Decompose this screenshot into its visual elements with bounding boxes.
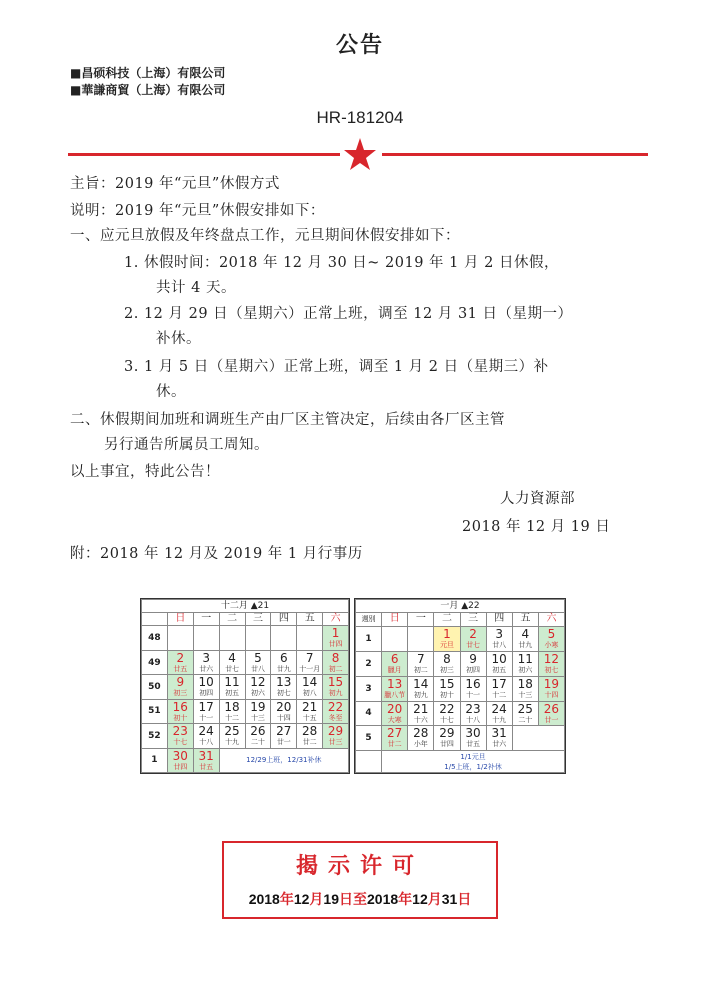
day-number: 25 — [517, 701, 533, 716]
day-number: 28 — [413, 726, 429, 741]
day-number: 15 — [327, 675, 344, 690]
lunar-date: 二十 — [250, 738, 265, 747]
day-number: 5 — [547, 626, 556, 641]
lunar-date: 臘八节 — [384, 690, 406, 699]
day-cell — [219, 675, 245, 699]
day-cell — [193, 699, 219, 723]
signature-date: 2018 年 12 月 19 日 — [462, 519, 611, 535]
day-number: 24 — [491, 701, 507, 716]
day-cell — [219, 699, 245, 723]
day-number: 20 — [276, 699, 292, 714]
empty-day-cell — [271, 626, 297, 650]
week-number: 49 — [142, 650, 168, 674]
document-number: HR-181204 — [316, 108, 404, 127]
calendar-note — [512, 726, 564, 751]
week-row — [356, 651, 565, 676]
weekday-header: 日 — [382, 613, 408, 626]
lunar-date: 十六 — [413, 715, 428, 724]
week-row — [356, 676, 565, 701]
lunar-date: 廿四 — [439, 740, 454, 749]
day-cell — [538, 626, 564, 651]
week-number: 3 — [356, 676, 382, 701]
lunar-date: 廿二 — [387, 740, 402, 749]
lunar-date: 初五 — [225, 689, 240, 698]
weekday-header: 二 — [434, 613, 460, 626]
day-cell — [271, 699, 297, 723]
day-number: 12 — [250, 675, 266, 690]
weekday-header: 六 — [538, 613, 564, 626]
week-column-header — [142, 613, 168, 626]
day-number: 7 — [305, 650, 314, 665]
lunar-date: 十一 — [466, 690, 481, 699]
item-2-cont: 补休。 — [156, 331, 201, 347]
day-cell — [323, 724, 349, 748]
empty-day-cell — [408, 626, 434, 651]
day-cell — [167, 748, 193, 772]
day-cell — [245, 650, 271, 674]
lunar-date: 初六 — [250, 689, 265, 698]
lunar-date: 十七 — [439, 715, 454, 724]
day-cell — [323, 626, 349, 650]
description-line: 说明：2019 年“元旦”休假安排如下： — [70, 203, 325, 219]
day-number: 13 — [387, 676, 403, 691]
lunar-date: 元旦 — [439, 640, 454, 649]
date-unit: 年 — [279, 891, 294, 907]
day-cell — [271, 650, 297, 674]
day-number: 26 — [543, 701, 560, 716]
day-cell — [408, 676, 434, 701]
day-cell — [460, 701, 486, 726]
subject-line: 主旨：2019 年“元旦”休假方式 — [70, 176, 280, 192]
day-cell — [486, 701, 512, 726]
weekday-header: 三 — [245, 613, 271, 626]
lunar-date: 廿九 — [276, 664, 291, 673]
day-number: 21 — [302, 699, 318, 714]
date-unit: 月 — [309, 891, 324, 907]
lunar-date: 十三 — [518, 690, 533, 699]
day-number: 3 — [202, 650, 210, 665]
date-number: 2018 — [367, 891, 399, 907]
department-signature: 人力資源部 — [500, 491, 575, 507]
day-number: 11 — [517, 651, 533, 666]
lunar-date: 十二 — [492, 690, 507, 699]
day-cell — [460, 676, 486, 701]
week-row — [356, 726, 565, 751]
week-number: 1 — [356, 626, 382, 651]
day-number: 5 — [254, 650, 262, 665]
day-number: 23 — [465, 701, 481, 716]
lunar-date: 初五 — [492, 665, 507, 674]
lunar-date: 二十 — [518, 715, 533, 724]
day-cell — [245, 724, 271, 748]
day-number: 10 — [198, 675, 214, 690]
lunar-date: 臘月 — [387, 665, 402, 674]
week-number: 48 — [142, 626, 168, 650]
day-cell — [434, 726, 460, 751]
note-text: 1/5上班，1/2补休 — [444, 762, 502, 771]
day-cell — [512, 626, 538, 651]
day-cell — [297, 650, 323, 674]
day-cell — [538, 676, 564, 701]
day-number: 17 — [491, 676, 507, 691]
lunar-date: 廿五 — [199, 762, 214, 771]
lunar-date: 廿八 — [250, 664, 265, 673]
lunar-date: 小年 — [413, 740, 428, 749]
lunar-date: 廿七 — [466, 640, 481, 649]
lunar-date: 廿一 — [276, 738, 291, 747]
lunar-date: 十九 — [492, 715, 507, 724]
day-number: 23 — [172, 724, 188, 739]
day-cell — [408, 726, 434, 751]
day-cell — [434, 676, 460, 701]
day-cell — [512, 676, 538, 701]
day-number: 9 — [176, 675, 185, 690]
week-number: 1 — [142, 748, 168, 772]
day-cell — [460, 726, 486, 751]
day-number: 15 — [439, 676, 455, 691]
day-cell — [382, 676, 408, 701]
lunar-date: 十二 — [225, 713, 240, 722]
day-number: 22 — [327, 699, 344, 714]
week-column-header: 週別 — [356, 613, 382, 626]
day-number: 4 — [228, 650, 236, 665]
day-number: 18 — [517, 676, 533, 691]
day-number: 26 — [250, 724, 266, 739]
lunar-date: 初三 — [439, 665, 454, 674]
lunar-date: 初九 — [328, 689, 343, 698]
page-title: 公告 — [335, 33, 384, 58]
day-cell — [486, 626, 512, 651]
week-row — [142, 748, 349, 772]
lunar-date: 大寒 — [387, 715, 402, 724]
day-number: 19 — [250, 699, 266, 714]
company-name-1: ■昌硕科技（上海）有限公司 — [70, 66, 226, 80]
day-number: 11 — [224, 675, 240, 690]
posting-permit-stamp — [222, 841, 498, 919]
day-cell — [323, 675, 349, 699]
empty-day-cell — [382, 626, 408, 651]
divider-right — [382, 153, 648, 156]
empty-day-cell — [167, 626, 193, 650]
day-number: 10 — [491, 651, 507, 666]
week-row — [142, 675, 349, 699]
lunar-date: 小寒 — [544, 640, 559, 649]
day-number: 8 — [331, 650, 340, 665]
day-number: 4 — [521, 626, 530, 641]
day-number: 27 — [387, 726, 403, 741]
day-number: 29 — [327, 724, 344, 739]
day-number: 6 — [390, 651, 399, 666]
date-unit: 日 — [457, 891, 472, 907]
day-number: 16 — [172, 699, 188, 714]
date-number: 12 — [412, 891, 428, 907]
lunar-date: 廿二 — [302, 738, 317, 747]
day-cell — [271, 724, 297, 748]
lunar-date: 初四 — [199, 689, 214, 698]
day-cell — [193, 650, 219, 674]
day-cell — [434, 701, 460, 726]
day-cell — [408, 701, 434, 726]
day-number: 2 — [469, 626, 477, 641]
day-number: 30 — [465, 726, 481, 741]
day-number: 27 — [276, 724, 292, 739]
weekday-header: 五 — [512, 613, 538, 626]
item-2: 2. 12 月 29 日（星期六）正常上班，调至 12 月 31 日（星期一） — [124, 306, 573, 322]
day-number: 1 — [331, 626, 340, 641]
day-number: 12 — [543, 651, 560, 666]
lunar-date: 十八 — [199, 738, 214, 747]
lunar-date: 廿五 — [173, 664, 188, 673]
week-row — [142, 626, 349, 650]
empty-week-cell — [356, 751, 382, 773]
lunar-date: 廿三 — [328, 738, 343, 747]
calendar-december-2018 — [140, 598, 350, 774]
date-number: 12 — [293, 891, 310, 907]
weekday-header: 二 — [219, 613, 245, 626]
date-unit: 年 — [398, 891, 413, 907]
weekday-header: 四 — [486, 613, 512, 626]
lunar-date: 初六 — [518, 665, 533, 674]
lunar-date: 十三 — [250, 713, 265, 722]
day-number: 1 — [443, 626, 451, 641]
lunar-date: 初十 — [173, 713, 188, 722]
day-cell — [193, 724, 219, 748]
item-3: 3. 1 月 5 日（星期六）正常上班，调至 1 月 2 日（星期三）补 — [124, 359, 549, 375]
lunar-date: 初七 — [276, 689, 291, 698]
day-cell — [538, 701, 564, 726]
day-cell — [408, 651, 434, 676]
weekday-header: 六 — [323, 613, 349, 626]
stamp-title: 揭示许可 — [295, 853, 424, 879]
day-number: 20 — [387, 701, 403, 716]
item-1-cont: 共计 4 天。 — [156, 280, 236, 296]
day-cell — [167, 724, 193, 748]
day-cell — [167, 650, 193, 674]
empty-day-cell — [193, 626, 219, 650]
weekday-header: 一 — [193, 613, 219, 626]
day-cell — [512, 651, 538, 676]
date-number: 31 — [441, 891, 458, 907]
weekday-header: 五 — [297, 613, 323, 626]
day-cell — [434, 651, 460, 676]
week-number: 4 — [356, 701, 382, 726]
date-unit: 月 — [427, 891, 442, 907]
lunar-date: 十一 — [199, 713, 214, 722]
day-number: 19 — [543, 676, 560, 691]
day-number: 24 — [198, 724, 214, 739]
day-cell — [297, 699, 323, 723]
lunar-date: 初二 — [413, 665, 428, 674]
day-number: 28 — [302, 724, 318, 739]
note-text: 1/1元旦 — [460, 752, 486, 761]
lunar-date: 十五 — [302, 713, 317, 722]
week-row — [142, 699, 349, 723]
day-number: 18 — [224, 699, 240, 714]
company-name-2: ■華謙商貿（上海）有限公司 — [70, 83, 226, 97]
day-cell — [167, 675, 193, 699]
week-number: 51 — [142, 699, 168, 723]
day-number: 16 — [465, 676, 481, 691]
empty-day-cell — [297, 626, 323, 650]
day-cell — [382, 701, 408, 726]
stamp-date-range — [224, 889, 496, 909]
day-number: 31 — [198, 748, 214, 763]
lunar-date: 初七 — [544, 665, 559, 674]
weekday-header: 四 — [271, 613, 297, 626]
lunar-date: 初九 — [413, 690, 428, 699]
day-number: 14 — [302, 675, 318, 690]
day-number: 2 — [176, 650, 185, 665]
lunar-date: 廿六 — [199, 664, 214, 673]
lunar-date: 初十 — [439, 690, 454, 699]
week-row — [142, 650, 349, 674]
lunar-date: 冬至 — [328, 713, 343, 722]
weekday-header: 一 — [408, 613, 434, 626]
day-cell — [434, 626, 460, 651]
day-number: 30 — [172, 748, 188, 763]
day-cell — [297, 675, 323, 699]
day-cell — [245, 699, 271, 723]
section-two-cont: 另行通告所属员工周知。 — [104, 437, 269, 453]
lunar-date: 十八 — [466, 715, 481, 724]
day-number: 14 — [413, 676, 429, 691]
day-cell — [323, 650, 349, 674]
day-cell — [193, 748, 219, 772]
lunar-date: 廿五 — [466, 740, 481, 749]
day-cell — [219, 724, 245, 748]
day-number: 25 — [224, 724, 240, 739]
week-row — [356, 701, 565, 726]
lunar-date: 廿九 — [518, 640, 533, 649]
week-row — [356, 626, 565, 651]
lunar-date: 初三 — [173, 689, 188, 698]
day-number: 22 — [439, 701, 455, 716]
date-number: 19 — [323, 891, 339, 907]
day-cell — [486, 726, 512, 751]
day-cell — [193, 675, 219, 699]
empty-day-cell — [245, 626, 271, 650]
lunar-date: 廿八 — [492, 640, 507, 649]
calendar-january-2019 — [354, 598, 566, 774]
day-cell — [219, 650, 245, 674]
day-cell — [486, 651, 512, 676]
week-number: 50 — [142, 675, 168, 699]
day-cell — [382, 726, 408, 751]
closing-line: 以上事宜，特此公告！ — [70, 464, 220, 480]
divider-left — [68, 153, 340, 156]
lunar-date: 廿四 — [173, 762, 188, 771]
lunar-date: 廿六 — [492, 740, 507, 749]
lunar-date: 十七 — [173, 738, 188, 747]
lunar-date: 十九 — [225, 738, 240, 747]
attachment-line: 附：2018 年 12 月及 2019 年 1 月行事历 — [70, 546, 363, 562]
section-one: 一、应元旦放假及年终盘点工作，元旦期间休假安排如下： — [70, 228, 460, 244]
weekday-header: 三 — [460, 613, 486, 626]
day-cell — [297, 724, 323, 748]
lunar-date: 初四 — [466, 665, 481, 674]
day-cell — [167, 699, 193, 723]
lunar-date: 十四 — [276, 713, 291, 722]
empty-day-cell — [219, 626, 245, 650]
week-row — [142, 724, 349, 748]
note-text: 12/29上班，12/31补休 — [246, 756, 322, 765]
day-number: 6 — [279, 650, 288, 665]
star-icon — [343, 137, 377, 171]
date-number: 2018 — [248, 891, 280, 907]
day-number: 7 — [416, 651, 425, 666]
day-number: 3 — [495, 626, 503, 641]
notes-row — [356, 751, 565, 773]
calendar-note — [219, 748, 348, 772]
calendar-header: 十二月 ▲21 — [142, 600, 349, 613]
weekday-header: 日 — [167, 613, 193, 626]
day-number: 8 — [443, 651, 451, 666]
day-number: 13 — [276, 675, 292, 690]
day-cell — [271, 675, 297, 699]
day-cell — [460, 651, 486, 676]
day-cell — [460, 626, 486, 651]
lunar-date: 初二 — [328, 664, 343, 673]
lunar-date: 廿七 — [225, 664, 240, 673]
week-number: 2 — [356, 651, 382, 676]
item-3-cont: 休。 — [156, 384, 186, 400]
day-cell — [323, 699, 349, 723]
day-cell — [538, 651, 564, 676]
day-number: 29 — [439, 726, 455, 741]
day-cell — [382, 651, 408, 676]
week-number: 52 — [142, 724, 168, 748]
calendar-header: 一月 ▲22 — [356, 600, 565, 613]
lunar-date: 十四 — [544, 690, 559, 699]
day-number: 31 — [491, 726, 507, 741]
item-1: 1. 休假时间：2018 年 12 月 30 日~ 2019 年 1 月 2 日休假， — [124, 255, 559, 271]
date-unit: 日至 — [339, 891, 367, 907]
lunar-date: 廿一 — [544, 715, 559, 724]
lunar-date: 十一月 — [299, 664, 321, 673]
week-number: 5 — [356, 726, 382, 751]
section-two: 二、休假期间加班和调班生产由厂区主管决定，后续由各厂区主管 — [70, 412, 505, 428]
calendar-note — [382, 751, 565, 773]
day-number: 21 — [413, 701, 429, 716]
day-cell — [245, 675, 271, 699]
day-cell — [486, 676, 512, 701]
lunar-date: 初八 — [302, 689, 317, 698]
day-number: 17 — [198, 699, 214, 714]
day-number: 9 — [469, 651, 477, 666]
lunar-date: 廿四 — [328, 640, 343, 649]
day-cell — [512, 701, 538, 726]
